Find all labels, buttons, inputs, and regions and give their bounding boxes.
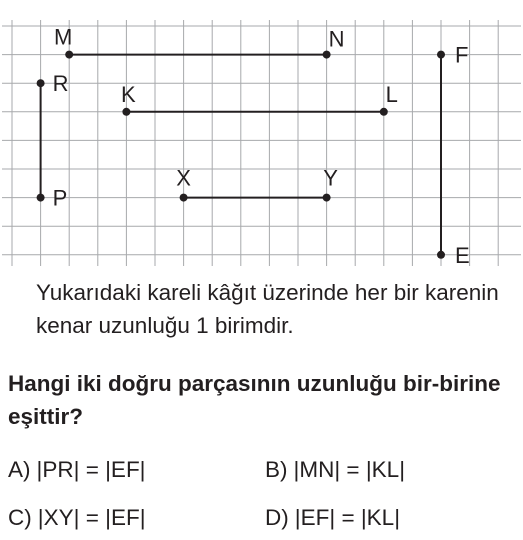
option-d-letter: D)	[265, 505, 289, 530]
point-label-k: K	[121, 81, 136, 107]
point-k	[122, 108, 130, 116]
point-f	[437, 51, 445, 59]
point-m	[65, 51, 73, 59]
point-l	[380, 108, 388, 116]
option-c-letter: C)	[8, 505, 32, 530]
point-n	[323, 51, 331, 59]
option-b[interactable]	[265, 455, 405, 485]
point-label-m: M	[54, 24, 73, 50]
point-label-y: Y	[323, 165, 338, 191]
point-e	[437, 251, 445, 259]
option-a-text: |PR| = |EF|	[36, 457, 146, 482]
point-y	[323, 194, 331, 202]
option-c-text: |XY| = |EF|	[37, 505, 146, 530]
description-text: Yukarıdaki kareli kâğıt üzerinde her bir karenin kenar uzunluğu 1 birimdir.	[36, 280, 499, 338]
point-label-f: F	[455, 42, 469, 68]
option-d[interactable]	[265, 503, 400, 533]
option-a-letter: A)	[8, 457, 31, 482]
option-c[interactable]	[8, 503, 146, 533]
point-label-l: L	[385, 81, 398, 107]
point-label-p: P	[52, 185, 68, 211]
question-text: Hangi iki doğru parçasının uzunluğu bir-birine eşittir?	[8, 371, 501, 429]
point-label-r: R	[52, 71, 69, 97]
point-labels	[53, 25, 470, 268]
option-b-letter: B)	[265, 457, 288, 482]
option-a[interactable]	[8, 455, 146, 485]
option-d-text: |EF| = |KL|	[294, 505, 401, 530]
point-r	[37, 79, 45, 87]
point-label-x: X	[176, 165, 191, 191]
point-label-n: N	[328, 26, 345, 52]
point-x	[180, 194, 188, 202]
point-p	[37, 194, 45, 202]
point-label-e: E	[455, 242, 470, 268]
option-b-text: |MN| = |KL|	[293, 457, 406, 482]
